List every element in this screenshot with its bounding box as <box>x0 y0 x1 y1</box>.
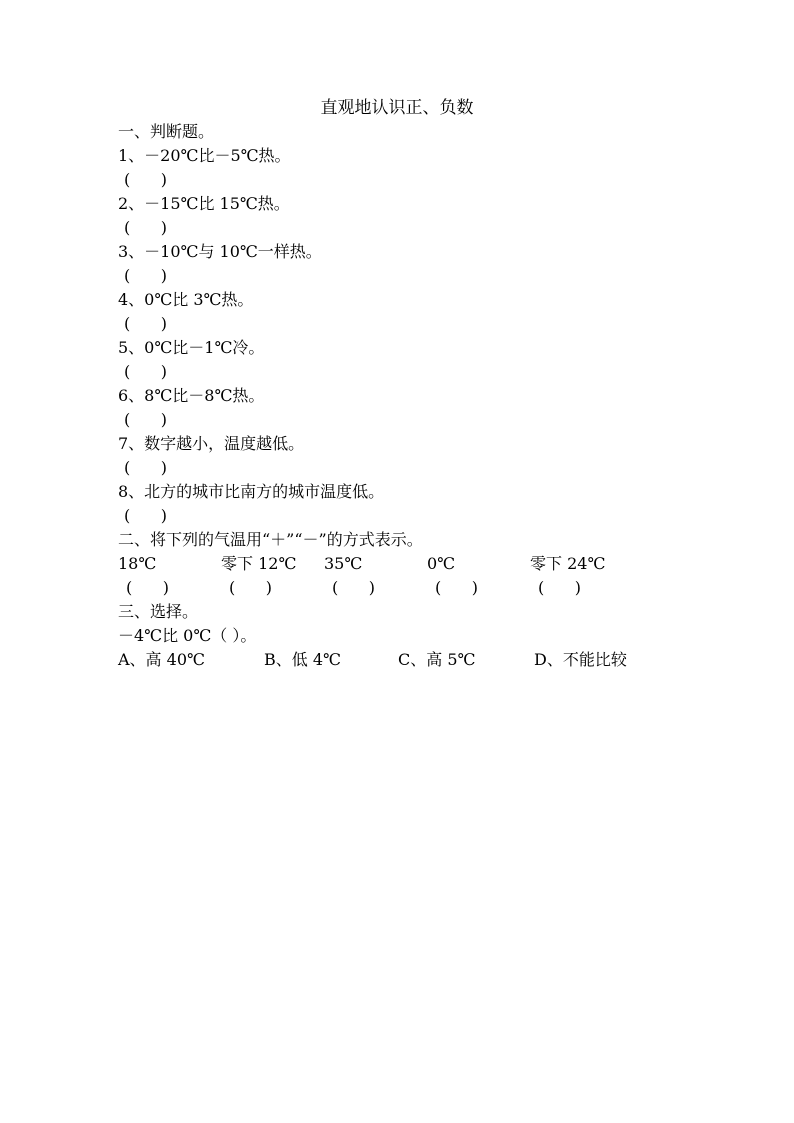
temperature-5-answer-blank[interactable]: ( ) <box>538 578 581 597</box>
temperature-1-answer-blank[interactable]: ( ) <box>126 578 169 597</box>
question-2-answer-blank[interactable]: ( ) <box>124 218 167 237</box>
choice-question-text: －4℃比 0℃（ ）。 <box>118 626 257 645</box>
option-c[interactable]: C、高 5℃ <box>398 650 476 669</box>
temperature-5: 零下 24℃ <box>530 554 606 573</box>
question-8-answer-blank[interactable]: ( ) <box>124 506 167 525</box>
page-title: 直观地认识正、负数 <box>320 98 474 118</box>
temperature-row <box>118 552 718 576</box>
question-7-text: 7、数字越小，温度越低。 <box>118 434 305 453</box>
option-d[interactable]: D、不能比较 <box>534 650 627 669</box>
temperature-answer-row <box>118 576 718 600</box>
temperature-3: 35℃ <box>324 554 363 573</box>
temperature-4-answer-blank[interactable]: ( ) <box>435 578 478 597</box>
option-b[interactable]: B、低 4℃ <box>264 650 341 669</box>
temperature-3-answer-blank[interactable]: ( ) <box>332 578 375 597</box>
section3-heading: 三、选择。 <box>118 602 199 621</box>
question-4-text: 4、0℃比 3℃热。 <box>118 290 254 309</box>
question-5-answer-blank[interactable]: ( ) <box>124 362 167 381</box>
question-6-answer-blank[interactable]: ( ) <box>124 410 167 429</box>
section1-question-list <box>118 144 718 528</box>
question-2-text: 2、－15℃比 15℃热。 <box>118 194 290 213</box>
temperature-1: 18℃ <box>118 554 157 573</box>
question-5-text: 5、0℃比－1℃冷。 <box>118 338 265 357</box>
question-8-text: 8、北方的城市比南方的城市温度低。 <box>118 482 385 501</box>
temperature-4: 0℃ <box>427 554 456 573</box>
question-4-answer-blank[interactable]: ( ) <box>124 314 167 333</box>
question-1-answer-blank[interactable]: ( ) <box>124 170 167 189</box>
question-7-answer-blank[interactable]: ( ) <box>124 458 167 477</box>
question-1-text: 1、－20℃比－5℃热。 <box>118 146 291 165</box>
option-a[interactable]: A、高 40℃ <box>118 650 205 669</box>
temperature-2-answer-blank[interactable]: ( ) <box>229 578 272 597</box>
temperature-2: 零下 12℃ <box>221 554 297 573</box>
question-6-text: 6、8℃比－8℃热。 <box>118 386 265 405</box>
section2-heading: 二、将下列的气温用“＋”“－”的方式表示。 <box>118 530 423 549</box>
question-3-answer-blank[interactable]: ( ) <box>124 266 167 285</box>
section1-heading: 一、判断题。 <box>118 122 215 141</box>
question-3-text: 3、－10℃与 10℃一样热。 <box>118 242 322 261</box>
worksheet-content <box>118 120 718 672</box>
choice-options <box>118 648 718 672</box>
